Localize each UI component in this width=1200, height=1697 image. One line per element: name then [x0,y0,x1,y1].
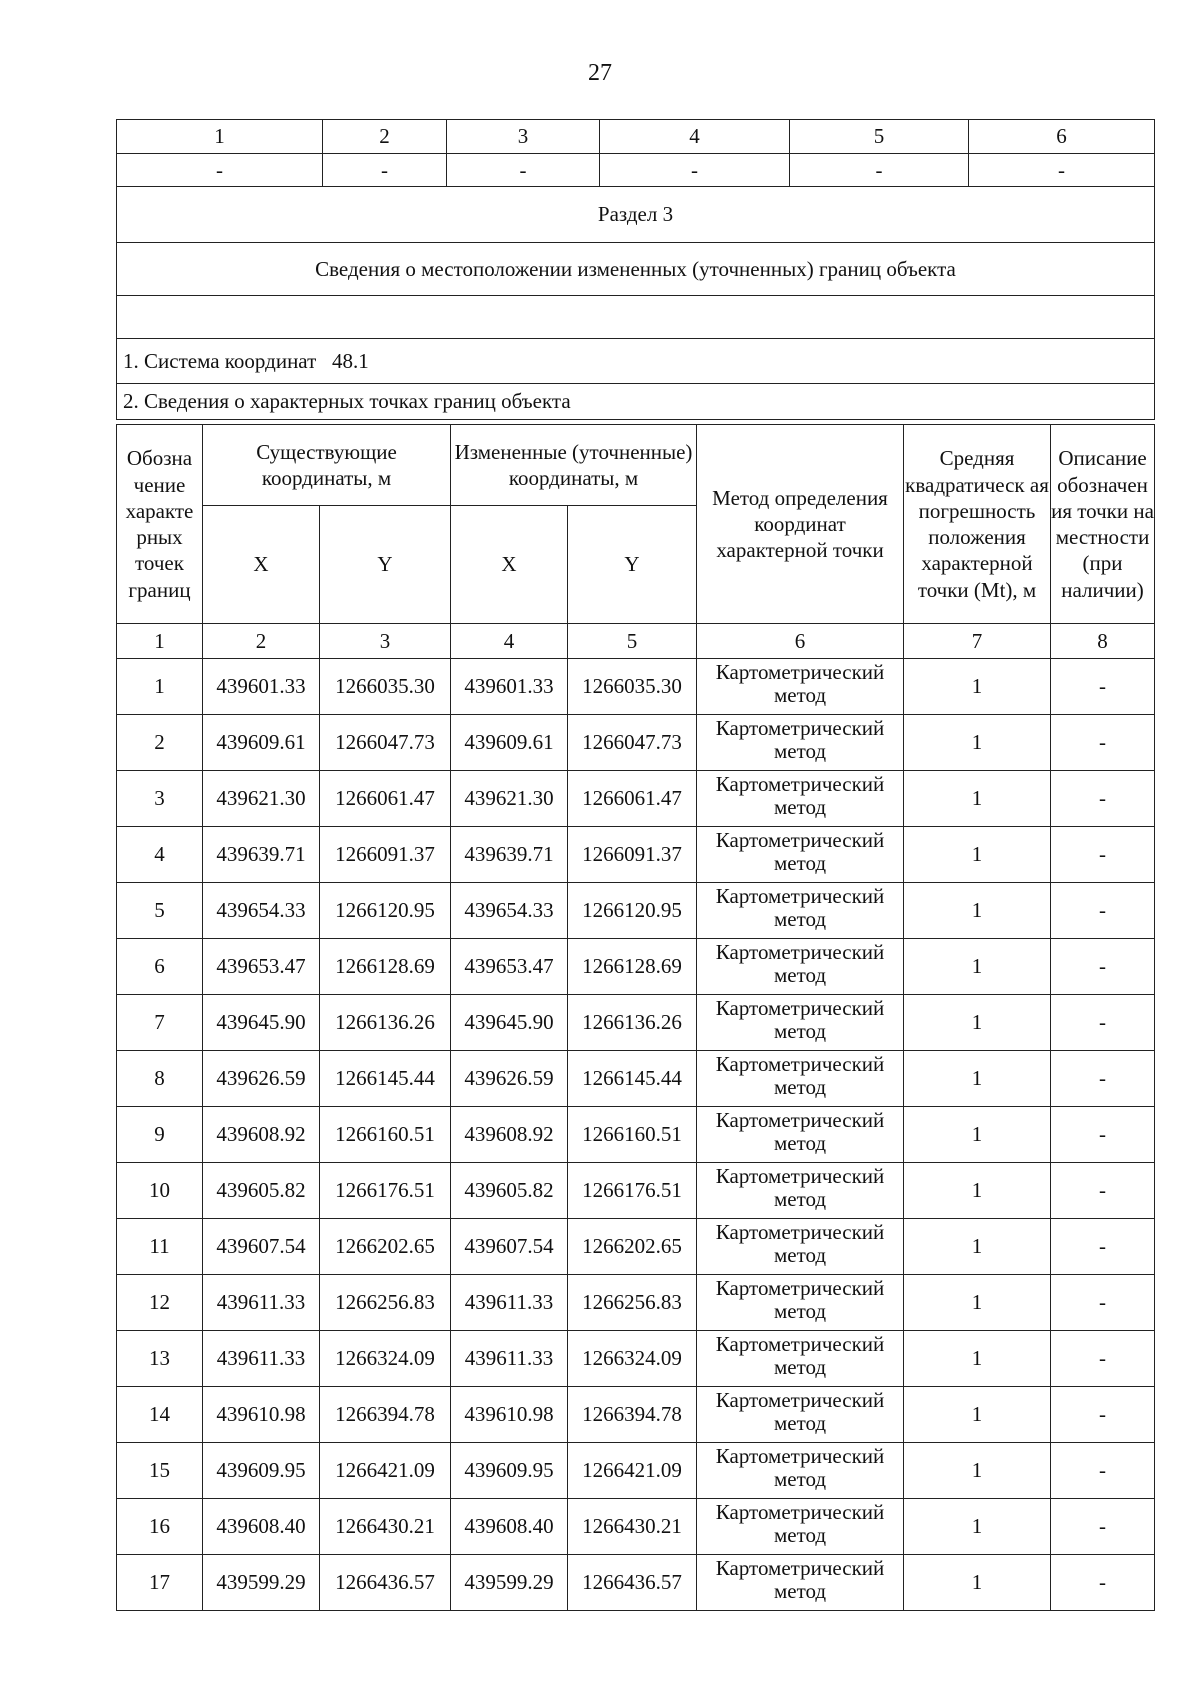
point-description: - [1051,1331,1155,1387]
existing-y: 1266324.09 [320,1331,451,1387]
point-description: - [1051,1275,1155,1331]
table-row [117,1331,1155,1387]
dash-cell: - [969,154,1155,187]
method: Картометрический метод [697,1387,904,1443]
table-row [117,1387,1155,1443]
accuracy-mt: 1 [904,1387,1051,1443]
column-number: 2 [203,624,320,659]
point-number: 1 [117,659,203,715]
point-description: - [1051,1555,1155,1611]
method: Картометрический метод [697,1331,904,1387]
method: Картометрический метод [697,1107,904,1163]
changed-x: 439611.33 [451,1275,568,1331]
changed-y: 1266324.09 [568,1331,697,1387]
changed-x: 439609.95 [451,1443,568,1499]
table-row [117,1051,1155,1107]
changed-x: 439599.29 [451,1555,568,1611]
existing-x: 439605.82 [203,1163,320,1219]
points-caption-row [117,384,1155,420]
header-designation: Обозна чение характе рных точек границ [117,425,203,624]
point-description: - [1051,1387,1155,1443]
point-description: - [1051,939,1155,995]
accuracy-mt: 1 [904,1443,1051,1499]
changed-x: 439607.54 [451,1219,568,1275]
method: Картометрический метод [697,883,904,939]
blank-row [117,296,1155,339]
point-description: - [1051,827,1155,883]
existing-x: 439610.98 [203,1387,320,1443]
table-row [117,659,1155,715]
table-row [117,1219,1155,1275]
accuracy-mt: 1 [904,715,1051,771]
section-subtitle-row [117,243,1155,296]
changed-y: 1266256.83 [568,1275,697,1331]
table-row [117,995,1155,1051]
changed-y: 1266394.78 [568,1387,697,1443]
accuracy-mt: 1 [904,1163,1051,1219]
header-existing-x: X [203,506,320,624]
table-row [117,1107,1155,1163]
blank-cell [117,296,1155,339]
changed-x: 439611.33 [451,1331,568,1387]
point-number: 10 [117,1163,203,1219]
method: Картометрический метод [697,659,904,715]
changed-y: 1266061.47 [568,771,697,827]
changed-x: 439609.61 [451,715,568,771]
point-description: - [1051,995,1155,1051]
changed-y: 1266436.57 [568,1555,697,1611]
points-caption: 2. Сведения о характерных точках границ объекта [117,384,1155,420]
existing-x: 439609.61 [203,715,320,771]
point-number: 4 [117,827,203,883]
point-number: 11 [117,1219,203,1275]
changed-y: 1266176.51 [568,1163,697,1219]
changed-y: 1266128.69 [568,939,697,995]
column-number: 3 [447,120,600,154]
accuracy-mt: 1 [904,1051,1051,1107]
existing-y: 1266145.44 [320,1051,451,1107]
existing-y: 1266160.51 [320,1107,451,1163]
existing-y: 1266091.37 [320,827,451,883]
point-description: - [1051,771,1155,827]
existing-y: 1266430.21 [320,1499,451,1555]
changed-x: 439653.47 [451,939,568,995]
section-title-row [117,187,1155,243]
method: Картометрический метод [697,995,904,1051]
column-number: 7 [904,624,1051,659]
existing-x: 439653.47 [203,939,320,995]
table-row [117,771,1155,827]
coordinate-system-row [117,339,1155,384]
dash-cell: - [447,154,600,187]
accuracy-mt: 1 [904,1331,1051,1387]
changed-x: 439608.92 [451,1107,568,1163]
existing-x: 439626.59 [203,1051,320,1107]
method: Картометрический метод [697,1275,904,1331]
section-subtitle: Сведения о местоположении измененных (уточненных) границ объекта [117,243,1155,296]
column-number: 1 [117,120,323,154]
existing-y: 1266421.09 [320,1443,451,1499]
dash-cell: - [117,154,323,187]
existing-x: 439611.33 [203,1331,320,1387]
existing-y: 1266136.26 [320,995,451,1051]
changed-x: 439601.33 [451,659,568,715]
method: Картометрический метод [697,1163,904,1219]
point-description: - [1051,659,1155,715]
header-row-1 [117,425,1155,506]
page-number: 27 [588,60,612,86]
existing-x: 439601.33 [203,659,320,715]
existing-y: 1266394.78 [320,1387,451,1443]
accuracy-mt: 1 [904,1219,1051,1275]
previous-section-table [116,119,1155,420]
existing-y: 1266176.51 [320,1163,451,1219]
column-number: 8 [1051,624,1155,659]
column-number: 4 [600,120,790,154]
header-changed-x: X [451,506,568,624]
coordinate-system: 1. Система координат 48.1 [117,339,1155,384]
existing-x: 439607.54 [203,1219,320,1275]
accuracy-mt: 1 [904,1499,1051,1555]
point-description: - [1051,1163,1155,1219]
dash-cell: - [790,154,969,187]
boundary-points-table [116,424,1155,1611]
table-row [117,1163,1155,1219]
method: Картометрический метод [697,715,904,771]
changed-x: 439608.40 [451,1499,568,1555]
changed-y: 1266160.51 [568,1107,697,1163]
point-description: - [1051,1443,1155,1499]
existing-y: 1266047.73 [320,715,451,771]
existing-x: 439654.33 [203,883,320,939]
accuracy-mt: 1 [904,659,1051,715]
changed-y: 1266035.30 [568,659,697,715]
point-description: - [1051,1051,1155,1107]
point-number: 14 [117,1387,203,1443]
existing-x: 439639.71 [203,827,320,883]
existing-y: 1266120.95 [320,883,451,939]
method: Картометрический метод [697,1051,904,1107]
method: Картометрический метод [697,939,904,995]
column-number-row [117,624,1155,659]
section-title: Раздел 3 [117,187,1155,243]
column-number: 6 [969,120,1155,154]
changed-x: 439605.82 [451,1163,568,1219]
table-row [117,715,1155,771]
empty-data-row [117,154,1155,187]
point-number: 7 [117,995,203,1051]
method: Картометрический метод [697,827,904,883]
dash-cell: - [600,154,790,187]
table-row [117,1499,1155,1555]
accuracy-mt: 1 [904,1555,1051,1611]
point-number: 2 [117,715,203,771]
existing-y: 1266202.65 [320,1219,451,1275]
accuracy-mt: 1 [904,883,1051,939]
header-changed-y: Y [568,506,697,624]
accuracy-mt: 1 [904,771,1051,827]
method: Картометрический метод [697,1555,904,1611]
changed-x: 439626.59 [451,1051,568,1107]
column-number: 1 [117,624,203,659]
point-description: - [1051,715,1155,771]
table-row [117,1555,1155,1611]
changed-y: 1266145.44 [568,1051,697,1107]
changed-x: 439610.98 [451,1387,568,1443]
table-row [117,939,1155,995]
point-number: 9 [117,1107,203,1163]
points-body [117,659,1155,1611]
point-description: - [1051,1107,1155,1163]
changed-y: 1266047.73 [568,715,697,771]
existing-x: 439608.40 [203,1499,320,1555]
accuracy-mt: 1 [904,1275,1051,1331]
existing-y: 1266256.83 [320,1275,451,1331]
table-row [117,883,1155,939]
point-number: 8 [117,1051,203,1107]
method: Картометрический метод [697,1443,904,1499]
changed-y: 1266430.21 [568,1499,697,1555]
column-number: 4 [451,624,568,659]
point-number: 3 [117,771,203,827]
existing-y: 1266061.47 [320,771,451,827]
changed-y: 1266202.65 [568,1219,697,1275]
point-number: 12 [117,1275,203,1331]
changed-x: 439639.71 [451,827,568,883]
header-description: Описание обозначен ия точки на местности (при наличии) [1051,425,1155,624]
existing-x: 439621.30 [203,771,320,827]
point-description: - [1051,883,1155,939]
existing-x: 439609.95 [203,1443,320,1499]
table-row [117,827,1155,883]
table-row [117,1443,1155,1499]
changed-x: 439645.90 [451,995,568,1051]
column-number-row [117,120,1155,154]
changed-y: 1266421.09 [568,1443,697,1499]
header-method: Метод определения координат характерной точки [697,425,904,624]
column-number: 6 [697,624,904,659]
existing-y: 1266035.30 [320,659,451,715]
method: Картометрический метод [697,771,904,827]
point-number: 15 [117,1443,203,1499]
accuracy-mt: 1 [904,827,1051,883]
existing-y: 1266128.69 [320,939,451,995]
changed-y: 1266120.95 [568,883,697,939]
point-number: 17 [117,1555,203,1611]
point-description: - [1051,1219,1155,1275]
column-number: 3 [320,624,451,659]
accuracy-mt: 1 [904,939,1051,995]
existing-x: 439645.90 [203,995,320,1051]
point-number: 16 [117,1499,203,1555]
changed-y: 1266136.26 [568,995,697,1051]
existing-x: 439599.29 [203,1555,320,1611]
existing-x: 439608.92 [203,1107,320,1163]
method: Картометрический метод [697,1499,904,1555]
point-number: 5 [117,883,203,939]
header-existing-y: Y [320,506,451,624]
table-row [117,1275,1155,1331]
method: Картометрический метод [697,1219,904,1275]
changed-x: 439654.33 [451,883,568,939]
point-number: 13 [117,1331,203,1387]
accuracy-mt: 1 [904,995,1051,1051]
column-number: 5 [568,624,697,659]
existing-x: 439611.33 [203,1275,320,1331]
point-number: 6 [117,939,203,995]
column-number: 2 [323,120,447,154]
header-changed-coordinates: Измененные (уточненные) координаты, м [451,425,697,506]
dash-cell: - [323,154,447,187]
changed-y: 1266091.37 [568,827,697,883]
column-number: 5 [790,120,969,154]
header-accuracy: Средняя квадратическ ая погрешность положения характерной точки (Mt), м [904,425,1051,624]
point-description: - [1051,1499,1155,1555]
changed-x: 439621.30 [451,771,568,827]
existing-y: 1266436.57 [320,1555,451,1611]
accuracy-mt: 1 [904,1107,1051,1163]
header-existing-coordinates: Существующие координаты, м [203,425,451,506]
